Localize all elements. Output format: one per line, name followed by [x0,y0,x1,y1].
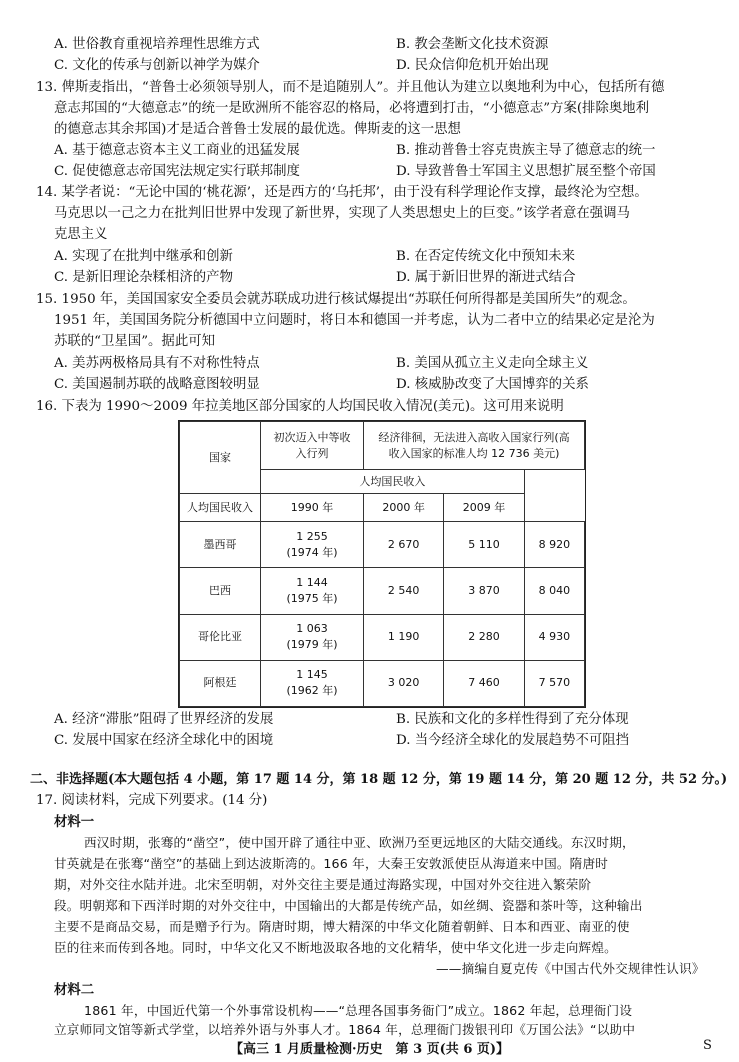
q15-stem-line2: 1951 年，美国国务院分析德国中立问题时，将日本和德国一并考虑，认为二者中立的结果必定是沦为 [54,313,655,328]
table-cell-2009: 8 920 [524,522,584,568]
q13-option-d: D. 导致普鲁士军国主义思想扩展至整个帝国 [396,164,656,179]
table-cell-country: 阿根廷 [180,660,261,706]
table-cell-first-income [261,522,364,568]
q15-stem-line1: 15. 1950 年，美国国家安全委员会就苏联成功进行核试爆提出“苏联任何所得都是美国所失”的观念。 [36,292,636,307]
table-row [180,522,585,568]
q13-option-c: C. 促使德意志帝国宪法规定实行联邦制度 [54,164,300,179]
footer-text: 【高三 1 月质量检测·历史 第 3 页(共 6 页)】 [229,1042,510,1057]
material-2-line: 1861 年，中国近代第一个外事常设机构——“总理各国事务衙门”成立。1862 年起，总理衙门设 [84,1003,633,1018]
q15-option-c: C. 美国遏制苏联的战略意图较明显 [54,377,260,392]
table-header-year-1990: 1990 年 [261,494,364,522]
material-1-line: 臣的往来而传到各地。同时，中华文化又不断地汲取各地的文化精华，使中华文化进一步走向辉煌。 [54,940,617,955]
q16-option-a: A. 经济“滞胀”阻碍了世界经济的发展 [54,712,274,727]
q14-stem-line3: 克思主义 [54,227,108,242]
table-cell-1990: 1 190 [364,614,444,660]
table-cell-1990: 2 670 [364,522,444,568]
material-1-line: 甘英就是在张骞“凿空”的基础上到达波斯湾的。166 年，大秦王安敦派使臣从海道来中国。隋唐时 [54,856,609,871]
first-income-year: (1979 年) [286,638,338,652]
q13-stem-line3: 的德意志其余邦国)才是适合普鲁士发展的最优选。俾斯麦的这一思想 [54,122,461,137]
table-cell-2009: 7 570 [524,660,584,706]
table-header-stagnation: 经济徘徊，无法进入高收入国家行列(高收入国家的标准人均 12 736 美元) [364,422,585,470]
table-cell-2009: 4 930 [524,614,584,660]
first-income-value: 1 145 [296,668,328,682]
q15-option-b: B. 美国从孤立主义走向全球主义 [396,356,589,371]
first-income-value: 1 255 [296,529,328,543]
q12-option-c: C. 文化的传承与创新以神学为媒介 [54,58,260,73]
q13-option-a: A. 基于德意志资本主义工商业的迅猛发展 [54,143,300,158]
material-1-line: 主要不是商品交易，而是赠予行为。隋唐时期，博大精深的中华文化随着朝鲜、日本和西亚、南亚的使 [54,919,630,934]
q16-option-b: B. 民族和文化的多样性得到了充分体现 [396,712,629,727]
q15-option-d: D. 核威胁改变了大国博弈的关系 [396,377,589,392]
table-cell-2000: 7 460 [444,660,524,706]
first-income-year: (1974 年) [286,545,338,559]
table-header-income: 人均国民收入 [180,494,261,522]
material-1-source: ——摘编自夏克传《中国古代外交规律性认识》 [436,961,705,976]
table-cell-2000: 3 870 [444,568,524,614]
q13-stem-line2: 意志邦国的“大德意志”的统一是欧洲所不能容忍的格局，必将遭到打击，“小德意志”方案(排除奥地利 [54,101,650,116]
table-header-income-group: 人均国民收入 [261,470,525,494]
table-cell-country: 巴西 [180,568,261,614]
q14-stem-line1: 14. 某学者说：“无论中国的‘桃花源’，还是西方的‘乌托邦’，由于没有科学理论作支撑，最终沦为空想。 [36,185,648,200]
q12-option-a: A. 世俗教育重视培养理性思维方式 [54,37,260,52]
table-header-year-2000: 2000 年 [364,494,444,522]
q14-option-b: B. 在否定传统文化中预知未来 [396,249,576,264]
q16-option-c: C. 发展中国家在经济全球化中的困境 [54,733,274,748]
footer-mark: S [703,1038,712,1053]
q14-stem-line2: 马克思以一己之力在批判旧世界中发现了新世界，实现了人类思想史上的巨变。”该学者意在强调马 [54,206,630,221]
q13-option-b: B. 推动普鲁士容克贵族主导了德意志的统一 [396,143,656,158]
q12-option-b: B. 教会垄断文化技术资源 [396,37,549,52]
table-cell-2000: 5 110 [444,522,524,568]
table-cell-2000: 2 280 [444,614,524,660]
table-header-first-mid: 初次迈入中等收入行列 [261,422,364,470]
table-header-year-2009: 2009 年 [444,494,524,522]
table-cell-1990: 2 540 [364,568,444,614]
q16-stem-line1: 16. 下表为 1990～2009 年拉美地区部分国家的人均国民收入情况(美元)。这可用来说明 [36,399,564,414]
section-two-heading: 二、非选择题(本大题包括 4 小题，第 17 题 14 分，第 18 题 12 分，第 19 题 14 分，第 20 题 12 分，共 52 分。) [30,772,728,787]
q17-material-2-label: 材料二 [54,982,95,998]
q15-option-a: A. 美苏两极格局具有不对称性特点 [54,356,260,371]
q17-title: 17. 阅读材料，完成下列要求。(14 分) [36,793,268,808]
table-row [180,660,585,706]
table-row [180,614,585,660]
table-cell-first-income [261,568,364,614]
first-income-value: 1 144 [296,575,328,589]
material-1-line: 段。明朝郑和下西洋时期的对外交往中，中国输出的大都是传统产品，如丝绸、瓷器和茶叶等，这种输出 [54,898,643,913]
q15-stem-line3: 苏联的“卫星国”。据此可知 [54,334,215,349]
q14-option-a: A. 实现了在批判中继承和创新 [54,249,233,264]
material-2-line: 立京师同文馆等新式学堂，以培养外语与外事人才。1864 年，总理衙门拨银刊印《万国公法》“以助中 [54,1022,636,1037]
table-cell-2009: 8 040 [524,568,584,614]
table-row [180,568,585,614]
q14-option-c: C. 是新旧理论杂糅相济的产物 [54,270,233,285]
table-cell-first-income [261,660,364,706]
table-cell-country: 墨西哥 [180,522,261,568]
q14-option-d: D. 属于新旧世界的渐进式结合 [396,270,576,285]
table-cell-1990: 3 020 [364,660,444,706]
first-income-value: 1 063 [296,622,328,636]
material-1-line: 期，对外交往水陆并进。北宋至明朝，对外交往主要是通过海路实现，中国对外交往进入繁荣阶 [54,877,592,892]
first-income-year: (1962 年) [286,684,338,698]
q17-material-1-label: 材料一 [54,814,95,830]
table-cell-country: 哥伦比亚 [180,614,261,660]
q13-stem-line1: 13. 俾斯麦指出，“普鲁士必须领导别人，而不是追随别人”。并且他认为建立以奥地利为中心，包括所有德 [36,80,665,95]
material-1-line: 西汉时期，张骞的“凿空”，使中国开辟了通往中亚、欧洲乃至更远地区的大陆交通线。东汉时期， [84,835,635,850]
first-income-year: (1975 年) [286,591,338,605]
q16-option-d: D. 当今经济全球化的发展趋势不可阻挡 [396,733,630,748]
income-table [178,420,586,708]
table-cell-first-income [261,614,364,660]
q12-option-d: D. 民众信仰危机开始出现 [396,58,549,73]
table-header-country: 国家 [180,422,261,494]
